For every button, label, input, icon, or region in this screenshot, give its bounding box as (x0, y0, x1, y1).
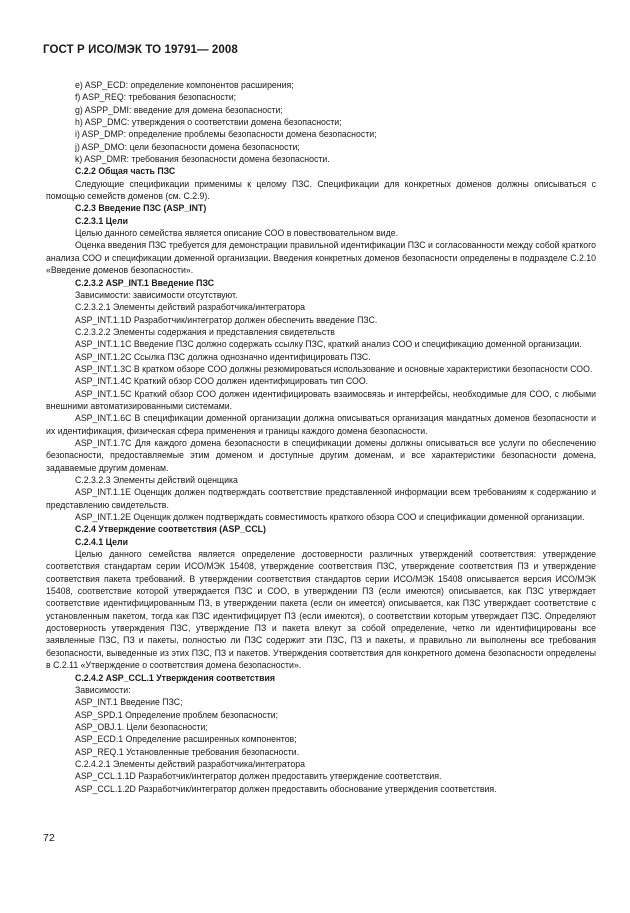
paragraph: ASP_INT.1 Введение ПЗС; (75, 697, 183, 708)
paragraph: h) ASP_DMC: утверждения о соответствии домена безопасности; (75, 117, 342, 128)
paragraph: e) ASP_ECD: определение компонентов расширения; (75, 80, 294, 90)
document-header: ГОСТ Р ИСО/МЭК ТО 19791— 2008 (43, 44, 238, 56)
paragraph: ASP_INT.1.4С Краткий обзор СОО должен идентифицировать тип СОО. (75, 376, 369, 387)
paragraph: ASP_CCL.1.1D Разработчик/интегратор должен предоставить утверждение соответствия. (75, 771, 442, 782)
paragraph: k) ASP_DMR: требования безопасности домена безопасности. (75, 154, 330, 165)
section-heading: С.2.3.1 Цели (75, 215, 128, 226)
paragraph: С.2.3.2.1 Элементы действий разработчика/интегратора (75, 302, 306, 313)
section-heading: С.2.2 Общая часть ПЗС (75, 166, 176, 177)
paragraph: Зависимости: зависимости отсутствуют. (75, 289, 238, 300)
paragraph: С.2.3.2.2 Элементы содержания и представления свидетельств (75, 326, 335, 337)
section-heading: С.2.4.1 Цели (75, 536, 128, 547)
section-heading: С.2.3 Введение ПЗС (ASP_INT) (75, 203, 207, 214)
paragraph: g) ASPP_DMI: введение для домена безопасности; (75, 104, 283, 115)
paragraph: Целью данного семейства является определение достоверности различных утверждений соответствия: утверждение соответствия стандартам серии ИСО/МЭК 15408, утверждение соответствия ПЗС, утверждение соответствия ПЗ и утверждение соответствия пакета требований. В утверждении соответствия стандартов серии ИСО/МЭК 15408 описывается версия ИСО/МЭК 15408, соответствие которой утверждается ПЗС и СОО, в утверждении ПЗ (если имеются) описывается, как ПЗС утверждает соответствие идентифицированным ПЗ, в утверждении пакета (если он имеется) описывается, как ПЗС утверждает соответствие с установленным пакетом, тогда как ПЗС идентифицирует ПЗ (если имеются), о соответствии которым утверждает ПЗС. Определяют достоверность утверждения ПЗС, утверждение ПЗ и пакета влекут за собой определение, четко ли идентифицированы все заявленные ПЗС, ПЗ и пакеты, полностью ли ПЗС содержит эти ПЗС, ПЗ и пакеты, и правильно ли выполнены все требования безопасности, выведенные из этих ПЗС, ПЗ и пакетов. Утверждения соответствия для конкретного домена безопасности определены в С.2.11 «Утверждение о соответствия домена безопасности». (46, 549, 596, 671)
paragraph: ASP_CCL.1.2D Разработчик/интегратор должен предоставить обоснование утверждения соответствия. (75, 783, 497, 794)
paragraph: ASP_INT.1.6С В спецификации доменной организации должна описываться организация мандатных доменов безопасности и их идентификация, физическая сфера применения и границы каждого домена безопасности. (46, 413, 596, 436)
paragraph: f) ASP_REQ: требования безопасности; (75, 92, 237, 103)
paragraph: Зависимости: (75, 684, 131, 695)
paragraph: ASP_INT.1.1С Введение ПЗС должно содержать ссылку ПЗС, краткий анализ СОО и спецификацию доменной организации. (75, 339, 582, 350)
paragraph: Целью данного семейства является описание СОО в повествовательном виде. (75, 228, 399, 239)
paragraph: ASP_INT.1.3С В кратком обзоре СОО должны резюмироваться использование и основные характеристики безопасности СОО. (75, 363, 593, 374)
paragraph: Следующие спецификации применимы к целому ПЗС. Спецификации для конкретных доменов должны описываться с помощью семейств доменов (см. С.2.9). (46, 178, 596, 202)
paragraph: ASP_OBJ.1. Цели безопасности; (75, 721, 208, 732)
paragraph: ASP_REQ.1 Установленные требования безопасности. (75, 746, 300, 757)
paragraph: ASP_INT.1.7С Для каждого домена безопасности в спецификации домены должны описываться все услуги по обеспечению безопасности, предоставляемые этим доменом и доступные другим доменам, и все характеристики безопасности домена, задаваемые другим доменам. (46, 437, 596, 473)
paragraph: С.2.3.2.3 Элементы действий оценщика (75, 475, 238, 485)
paragraph: С.2.4.2.1 Элементы действий разработчика/интегратора (75, 758, 306, 769)
paragraph: ASP_SPD.1 Определение проблем безопасности; (75, 709, 279, 720)
paragraph: ASP_INT.1.1E Оценщик должен подтверждать соответствие представленной информации всем требованиям к содержанию и представлению свидетельств. (46, 487, 596, 510)
section-heading: С.2.4 Утверждение соответствия (ASP_CCL) (75, 524, 266, 535)
page-number: 72 (43, 832, 55, 844)
section-heading: С.2.4.2 ASP_CCL.1 Утверждения соответствия (75, 672, 275, 683)
paragraph: ASP_INT.1.2С Ссылка ПЗС должна однозначно идентифицировать ПЗС. (75, 351, 371, 362)
paragraph: ASP_INT.1.5С Краткий обзор СОО должен идентифицировать взаимосвязь и интерфейсы, необходимые для СОО, с любыми внешними автоматизированными системами. (46, 388, 596, 411)
document-body (46, 79, 596, 795)
paragraph: ASP_ECD.1 Определение расширенных компонентов; (75, 734, 297, 745)
paragraph: i) ASP_DMP: определение проблемы безопасности домена безопасности; (75, 129, 377, 140)
paragraph: ASP_INT.1.1D Разработчик/интегратор должен обеспечить введение ПЗС. (75, 314, 378, 325)
paragraph: Оценка введения ПЗС требуется для демонстрации правильной идентификации ПЗС и согласованности между собой краткого анализа СОО и спецификации доменной организации. Введения конкретных доменов безопасности определены в подразделе С.2.10 «Введение доменов безопасности». (46, 240, 596, 276)
paragraph: ASP_INT.1.2E Оценщик должен подтверждать совместимость краткого обзора СОО и спецификации доменной организации. (75, 512, 585, 523)
section-heading: С.2.3.2 ASP_INT.1 Введение ПЗС (75, 277, 215, 288)
paragraph: j) ASP_DMO: цели безопасности домена безопасности; (75, 141, 300, 152)
